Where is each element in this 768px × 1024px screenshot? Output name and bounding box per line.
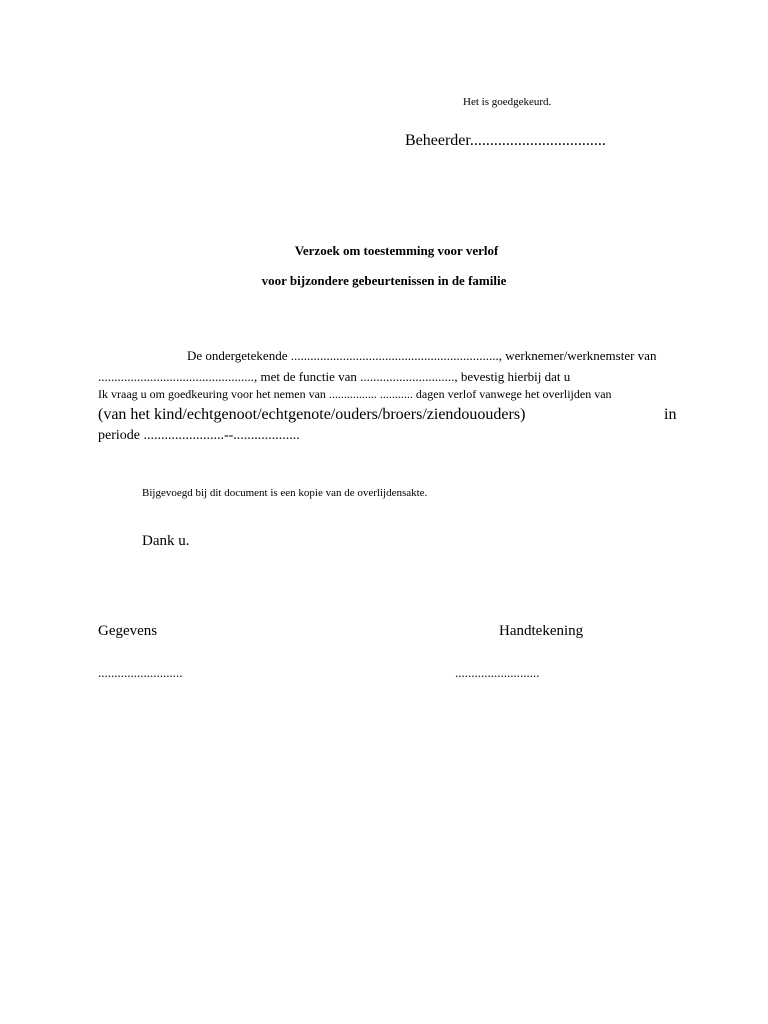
closing-text: Dank u. [142, 533, 190, 549]
document-title: Verzoek om toestemming voor verlof [294, 243, 499, 258]
body-line-3: Ik vraag u om goedkeuring voor het nemen van ................ ........... dagen verlof vanwege het overlijden van [98, 387, 612, 401]
attachment-note: Bijgevoegd bij dit document is een kopie van de overlijdensakte. [142, 487, 428, 499]
data-label: Gegevens [98, 623, 158, 639]
body-line-1: De ondergetekende ................................................................, werknemer/werknemster van [187, 348, 657, 363]
body-line-4-in: in [664, 406, 677, 423]
signature-field-line: .......................... [455, 665, 540, 680]
signature-label: Handtekening [499, 623, 584, 639]
body-line-2: ................................................, met de functie van ............................., bevestig hierbij dat u [98, 369, 571, 384]
approved-note: Het is goedgekeurd. [463, 96, 552, 108]
data-field-line: .......................... [98, 665, 183, 680]
body-line-4: (van het kind/echtgenoot/echtgenote/ouders/broers/ziendououders) [98, 406, 526, 423]
administrator-line: Beheerder.................................. [405, 132, 606, 149]
body-line-5: periode .......................--................... [98, 428, 300, 443]
document-subtitle: voor bijzondere gebeurtenissen in de familie [261, 273, 507, 288]
